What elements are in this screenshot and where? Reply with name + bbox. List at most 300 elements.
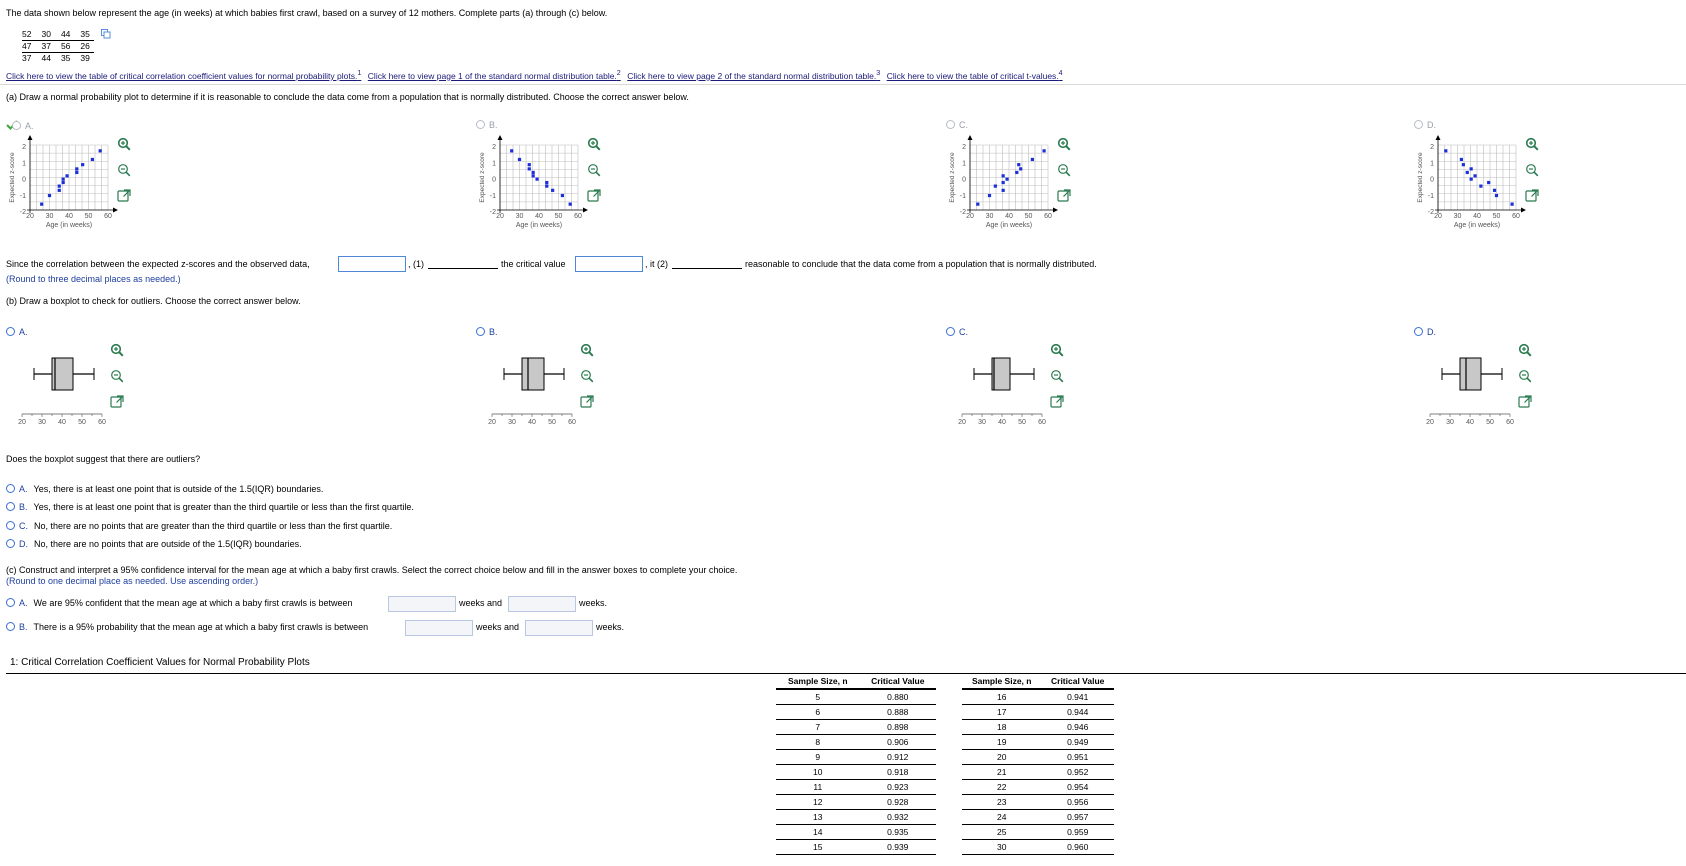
plot-point bbox=[1473, 174, 1476, 177]
plot-point bbox=[1002, 174, 1005, 177]
part-a-b-zoom-out-icon[interactable] bbox=[587, 163, 601, 177]
ci-b-mid-label: weeks and bbox=[476, 622, 520, 632]
boxplot-a bbox=[6, 346, 116, 426]
table-row bbox=[962, 810, 1114, 825]
box-x-tick-label: 60 bbox=[568, 419, 576, 426]
x-tick-label: 30 bbox=[1453, 213, 1462, 220]
part-b-a-zoom-in-icon[interactable] bbox=[110, 343, 124, 357]
critical-value-cell: 0.944 bbox=[1041, 705, 1114, 720]
ci-a-end-label: weeks. bbox=[579, 598, 608, 608]
box-x-tick-label: 60 bbox=[1506, 419, 1514, 426]
part-a-c-zoom-out-icon[interactable] bbox=[1057, 163, 1071, 177]
part-a-radio-d[interactable] bbox=[1414, 120, 1423, 129]
table-row bbox=[776, 825, 936, 840]
critical-value-cell: 0.956 bbox=[1041, 795, 1114, 810]
part-a-question: (a) Draw a normal probability plot to determine if it is reasonable to conclude the data come from a population that is normally distributed. Choose the correct answer below. bbox=[6, 92, 689, 102]
blank-1-label: , (1) bbox=[408, 259, 425, 269]
part-b-option-b[interactable]: B. bbox=[476, 327, 498, 337]
box bbox=[522, 358, 544, 390]
footnote-title: 1: Critical Correlation Coefficient Values for Normal Probability Plots bbox=[10, 657, 310, 668]
plot-point bbox=[1493, 189, 1496, 192]
part-b-radio-d[interactable] bbox=[1414, 327, 1423, 336]
critical-value-cell: 0.880 bbox=[860, 689, 936, 705]
y-tick-label: 0 bbox=[1430, 176, 1434, 184]
plot-point bbox=[58, 185, 61, 188]
part-a-d-zoom-in-icon[interactable] bbox=[1525, 137, 1539, 151]
boxplot-d bbox=[1414, 346, 1524, 426]
part-b-c-open-new-window-icon[interactable] bbox=[1050, 395, 1064, 409]
plot-point bbox=[551, 189, 554, 192]
x-tick-label: 60 bbox=[574, 213, 582, 220]
table-row bbox=[776, 705, 936, 720]
x-axis-label: Age (in weeks) bbox=[45, 222, 93, 229]
sample-size-cell: 5 bbox=[776, 689, 860, 705]
y-tick-label: -2 bbox=[19, 209, 26, 216]
part-a-a-zoom-in-icon[interactable] bbox=[117, 137, 131, 151]
sample-size-cell: 17 bbox=[962, 705, 1041, 720]
x-tick-label: 40 bbox=[1473, 213, 1481, 220]
outlier-radio[interactable] bbox=[6, 539, 15, 548]
plot-point bbox=[1470, 167, 1473, 170]
box-x-tick-label: 20 bbox=[1426, 419, 1434, 426]
x-tick-label: 20 bbox=[496, 213, 504, 220]
part-a-c-zoom-in-icon[interactable] bbox=[1057, 137, 1071, 151]
x-tick-label: 50 bbox=[1492, 213, 1501, 220]
sample-size-cell: 12 bbox=[776, 795, 860, 810]
box-x-tick-label: 40 bbox=[528, 419, 536, 426]
blank-2-label: , it (2) bbox=[645, 259, 669, 269]
box-x-tick-label: 50 bbox=[1486, 419, 1494, 426]
box-x-tick-label: 60 bbox=[98, 419, 106, 426]
data-cell: 37 bbox=[22, 53, 35, 65]
data-cell: 47 bbox=[22, 41, 35, 53]
y-tick-label: 0 bbox=[492, 176, 496, 184]
box-x-tick-label: 30 bbox=[508, 419, 516, 426]
part-a-option-b[interactable]: B. bbox=[476, 120, 498, 130]
boxplot-c bbox=[946, 346, 1056, 426]
part-b-question: (b) Draw a boxplot to check for outliers. Choose the correct answer below. bbox=[6, 296, 301, 306]
boxplot-b bbox=[476, 346, 586, 426]
outlier-option-d[interactable]: D. No, there are no points that are outside of the 1.5(IQR) boundaries. bbox=[6, 539, 302, 549]
critical-table-left bbox=[776, 675, 936, 855]
plot-point bbox=[1031, 158, 1034, 161]
critical-value-cell: 0.939 bbox=[860, 840, 936, 855]
critical-value-cell: 0.954 bbox=[1041, 780, 1114, 795]
part-b-b-open-new-window-icon[interactable] bbox=[580, 395, 594, 409]
sample-size-cell: 8 bbox=[776, 735, 860, 750]
sample-size-cell: 13 bbox=[776, 810, 860, 825]
part-a-sentence-end: reasonable to conclude that the data come from a population that is normally distributed. bbox=[745, 259, 1097, 269]
critical-value-cell: 0.918 bbox=[860, 765, 936, 780]
plot-point bbox=[1487, 181, 1490, 184]
part-b-d-zoom-out-icon[interactable] bbox=[1518, 369, 1532, 383]
plot-point bbox=[1043, 149, 1046, 152]
data-cell: 35 bbox=[55, 53, 74, 65]
critical-value-cell: 0.946 bbox=[1041, 720, 1114, 735]
part-a-option-c[interactable]: C. bbox=[946, 120, 968, 130]
normal-probability-plot-a bbox=[6, 131, 126, 246]
plot-point bbox=[994, 185, 997, 188]
y-tick-label: -1 bbox=[1427, 192, 1434, 200]
x-tick-label: 20 bbox=[1434, 213, 1442, 220]
plot-point bbox=[75, 171, 78, 174]
box bbox=[1460, 358, 1481, 390]
critical-value-cell: 0.959 bbox=[1041, 825, 1114, 840]
part-b-a-zoom-out-icon[interactable] bbox=[110, 369, 124, 383]
normal-probability-plot-c bbox=[946, 131, 1066, 246]
critical-value-cell: 0.898 bbox=[860, 720, 936, 735]
plot-point bbox=[65, 174, 68, 177]
table-row bbox=[776, 780, 936, 795]
part-b-c-zoom-in-icon[interactable] bbox=[1050, 343, 1064, 357]
part-b-radio-b[interactable] bbox=[476, 327, 485, 336]
plot-point bbox=[518, 158, 521, 161]
data-row bbox=[22, 53, 94, 65]
table-row bbox=[962, 720, 1114, 735]
sample-size-cell: 16 bbox=[962, 689, 1041, 705]
x-tick-label: 20 bbox=[966, 213, 974, 220]
y-tick-label: -2 bbox=[1427, 209, 1434, 216]
data-cell: 44 bbox=[60, 29, 71, 39]
plot-point bbox=[99, 149, 102, 152]
plot-point bbox=[1017, 163, 1020, 166]
data-table bbox=[22, 29, 94, 64]
plot-point bbox=[528, 167, 531, 170]
critical-value-cell: 0.935 bbox=[860, 825, 936, 840]
plot-point bbox=[1511, 203, 1514, 206]
plot-point bbox=[976, 203, 979, 206]
y-tick-label: 2 bbox=[962, 144, 966, 151]
data-cell: 44 bbox=[35, 53, 54, 65]
table-row bbox=[962, 825, 1114, 840]
critical-value-cell: 0.952 bbox=[1041, 765, 1114, 780]
plot-point bbox=[532, 174, 535, 177]
part-b-d-zoom-in-icon[interactable] bbox=[1518, 343, 1532, 357]
y-tick-label: 1 bbox=[1430, 160, 1434, 168]
link-critical-correlation[interactable]: Click here to view the table of critical correlation coefficient values for normal probability plots.$^1$ bbox=[6, 69, 362, 81]
table-row bbox=[776, 750, 936, 765]
y-axis-label: Expected z-score bbox=[949, 152, 956, 203]
ci-b-end-label: weeks. bbox=[596, 622, 625, 632]
box-x-tick-label: 30 bbox=[978, 419, 986, 426]
table-row bbox=[776, 735, 936, 750]
part-c-round-note: (Round to one decimal place as needed. Use ascending order.) bbox=[6, 576, 259, 586]
outlier-option-a[interactable]: A. Yes, there is at least one point that is outside of the 1.5(IQR) boundaries. bbox=[6, 484, 323, 494]
y-axis-label: Expected z-score bbox=[9, 152, 16, 203]
critical-value-cell: 0.932 bbox=[860, 810, 936, 825]
critical-value-cell: 0.949 bbox=[1041, 735, 1114, 750]
part-b-b-zoom-in-icon[interactable] bbox=[580, 343, 594, 357]
part-b-option-a[interactable]: A. bbox=[6, 327, 28, 337]
box-x-tick-label: 30 bbox=[1446, 419, 1454, 426]
sample-size-cell: 25 bbox=[962, 825, 1041, 840]
link-critical-t-values[interactable]: Click here to view the table of critical t-values.$^4$ bbox=[886, 69, 1063, 81]
plot-point bbox=[535, 178, 538, 181]
table-row bbox=[776, 765, 936, 780]
part-b-option-d[interactable]: D. bbox=[1414, 327, 1436, 337]
table-row bbox=[776, 810, 936, 825]
ci-option-a-radio[interactable] bbox=[6, 598, 15, 607]
critical-value-cell: 0.923 bbox=[860, 780, 936, 795]
data-cell: 30 bbox=[41, 29, 51, 39]
y-tick-label: -1 bbox=[959, 192, 966, 200]
header-critical-value: Critical Value bbox=[1041, 675, 1114, 689]
plot-point bbox=[91, 158, 94, 161]
sample-size-cell: 30 bbox=[962, 840, 1041, 855]
x-tick-label: 40 bbox=[65, 213, 73, 220]
plot-point bbox=[545, 181, 548, 184]
box-x-tick-label: 50 bbox=[78, 419, 86, 426]
link-normal-table-page2[interactable]: Click here to view page 2 of the standard normal distribution table.$^3$ bbox=[627, 69, 881, 81]
table-row bbox=[962, 705, 1114, 720]
data-cell: 39 bbox=[74, 53, 93, 65]
critical-value-cell: 0.888 bbox=[860, 705, 936, 720]
critical-value-input[interactable] bbox=[575, 256, 643, 272]
plot-point bbox=[988, 194, 991, 197]
part-a-d-open-new-window-icon[interactable] bbox=[1525, 189, 1539, 203]
ci-b-upper-input[interactable] bbox=[525, 620, 593, 636]
part-b-c-zoom-out-icon[interactable] bbox=[1050, 369, 1064, 383]
part-a-a-open-new-window-icon[interactable] bbox=[117, 189, 131, 203]
sample-size-cell: 22 bbox=[962, 780, 1041, 795]
table-row bbox=[962, 735, 1114, 750]
outlier-option-b[interactable]: B. Yes, there is at least one point that is greater than the third quartile or less than the first quartile. bbox=[6, 502, 414, 512]
part-a-round-note: (Round to three decimal places as needed.) bbox=[6, 274, 181, 284]
table-row bbox=[776, 840, 936, 855]
x-tick-label: 60 bbox=[1512, 213, 1520, 220]
plot-point bbox=[1444, 149, 1447, 152]
normal-probability-plot-b bbox=[476, 131, 596, 246]
sample-size-cell: 23 bbox=[962, 795, 1041, 810]
y-axis-label: Expected z-score bbox=[1417, 152, 1424, 203]
data-cell: 37 bbox=[35, 41, 54, 53]
sample-size-cell: 6 bbox=[776, 705, 860, 720]
part-a-radio-c[interactable] bbox=[946, 120, 955, 129]
sample-size-cell: 10 bbox=[776, 765, 860, 780]
y-tick-label: 0 bbox=[22, 176, 26, 184]
outlier-radio[interactable] bbox=[6, 502, 15, 511]
y-tick-label: 2 bbox=[22, 144, 26, 151]
box-x-tick-label: 20 bbox=[488, 419, 496, 426]
plot-point bbox=[1460, 158, 1463, 161]
table-row bbox=[962, 689, 1114, 705]
x-tick-label: 40 bbox=[535, 213, 543, 220]
plot-point bbox=[528, 163, 531, 166]
critical-value-cell: 0.912 bbox=[860, 750, 936, 765]
box-x-tick-label: 20 bbox=[958, 419, 966, 426]
y-tick-label: -1 bbox=[19, 192, 26, 200]
x-tick-label: 40 bbox=[1005, 213, 1013, 220]
part-a-a-zoom-out-icon[interactable] bbox=[117, 163, 131, 177]
part-a-d-zoom-out-icon[interactable] bbox=[1525, 163, 1539, 177]
plot-point bbox=[1470, 178, 1473, 181]
plot-point bbox=[62, 178, 65, 181]
critical-table-right bbox=[962, 675, 1114, 855]
x-tick-label: 50 bbox=[84, 213, 93, 220]
sample-size-cell: 24 bbox=[962, 810, 1041, 825]
outlier-option-c[interactable]: C. No, there are no points that are greater than the third quartile or less than the first quartile. bbox=[6, 521, 392, 531]
y-tick-label: -2 bbox=[959, 209, 966, 216]
plot-point bbox=[1495, 194, 1498, 197]
part-a-radio-a[interactable] bbox=[12, 121, 21, 130]
plot-point bbox=[569, 203, 572, 206]
y-axis-label: Expected z-score bbox=[479, 152, 486, 203]
data-row bbox=[22, 41, 94, 53]
x-axis-label: Age (in weeks) bbox=[515, 222, 563, 229]
box-x-tick-label: 50 bbox=[548, 419, 556, 426]
critical-value-cell: 0.960 bbox=[1041, 840, 1114, 855]
table-row bbox=[776, 689, 936, 705]
ci-option-a[interactable]: A. We are 95% confident that the mean age at which a baby first crawls is between bbox=[6, 598, 353, 608]
critical-value-cell: 0.951 bbox=[1041, 750, 1114, 765]
x-tick-label: 30 bbox=[515, 213, 524, 220]
outlier-radio[interactable] bbox=[6, 521, 15, 530]
box-x-tick-label: 50 bbox=[1018, 419, 1026, 426]
plot-point bbox=[58, 189, 61, 192]
plot-point bbox=[1002, 181, 1005, 184]
plot-point bbox=[1019, 167, 1022, 170]
box-x-tick-label: 30 bbox=[38, 419, 46, 426]
sample-size-cell: 19 bbox=[962, 735, 1041, 750]
y-tick-label: 2 bbox=[1430, 144, 1434, 151]
part-a-radio-b[interactable] bbox=[476, 120, 485, 129]
header-critical-value: Critical Value bbox=[860, 675, 936, 689]
ci-a-mid-label: weeks and bbox=[459, 598, 503, 608]
x-tick-label: 50 bbox=[1024, 213, 1033, 220]
part-a-option-d[interactable]: D. bbox=[1414, 120, 1436, 130]
header-sample-size: Sample Size, n bbox=[962, 675, 1041, 689]
plot-point bbox=[1479, 185, 1482, 188]
ci-option-b-radio[interactable] bbox=[6, 622, 15, 631]
sample-size-cell: 18 bbox=[962, 720, 1041, 735]
y-tick-label: 1 bbox=[492, 160, 496, 168]
box-x-tick-label: 40 bbox=[58, 419, 66, 426]
box-x-tick-label: 60 bbox=[1038, 419, 1046, 426]
y-tick-label: -2 bbox=[489, 209, 496, 216]
correlation-input[interactable] bbox=[338, 256, 406, 272]
part-a-b-open-new-window-icon[interactable] bbox=[587, 189, 601, 203]
normal-probability-plot-d bbox=[1414, 131, 1534, 246]
plot-point bbox=[1015, 171, 1018, 174]
part-c-question: (c) Construct and interpret a 95% confidence interval for the mean age at which a baby first crawls. Select the correct choice below and fill in the answer boxes to complete your choice. bbox=[6, 565, 738, 575]
data-cell: 56 bbox=[55, 41, 74, 53]
table-row bbox=[776, 795, 936, 810]
plot-point bbox=[1466, 171, 1469, 174]
footnote-divider bbox=[6, 673, 1686, 674]
y-tick-label: 1 bbox=[962, 160, 966, 168]
critical-value-cell: 0.941 bbox=[1041, 689, 1114, 705]
table-row bbox=[962, 780, 1114, 795]
x-tick-label: 20 bbox=[26, 213, 34, 220]
sample-size-cell: 15 bbox=[776, 840, 860, 855]
sample-size-cell: 20 bbox=[962, 750, 1041, 765]
x-tick-label: 60 bbox=[1044, 213, 1052, 220]
link-normal-table-page1[interactable]: Click here to view page 1 of the standard normal distribution table.$^2$ bbox=[367, 69, 621, 81]
divider bbox=[0, 84, 1686, 85]
reference-links bbox=[6, 69, 1063, 81]
part-a-sentence-start: Since the correlation between the expected z-scores and the observed data, bbox=[6, 259, 310, 269]
y-tick-label: -1 bbox=[489, 192, 496, 200]
part-a-b-zoom-in-icon[interactable] bbox=[587, 137, 601, 151]
table-row bbox=[962, 750, 1114, 765]
sample-size-cell: 14 bbox=[776, 825, 860, 840]
x-tick-label: 60 bbox=[104, 213, 112, 220]
outlier-radio[interactable] bbox=[6, 484, 15, 493]
x-axis-label: Age (in weeks) bbox=[985, 222, 1033, 229]
table-row bbox=[962, 840, 1114, 855]
x-tick-label: 30 bbox=[985, 213, 994, 220]
plot-point bbox=[62, 181, 65, 184]
sample-size-cell: 11 bbox=[776, 780, 860, 795]
plot-point bbox=[48, 194, 51, 197]
box-x-tick-label: 20 bbox=[18, 419, 26, 426]
table-row bbox=[962, 795, 1114, 810]
dropdown-1[interactable] bbox=[428, 268, 498, 269]
critical-value-label: the critical value bbox=[501, 259, 566, 269]
box-x-tick-label: 40 bbox=[1466, 419, 1474, 426]
ci-a-lower-input[interactable] bbox=[388, 596, 456, 612]
plot-point bbox=[532, 171, 535, 174]
y-tick-label: 1 bbox=[22, 160, 26, 168]
copy-data-icon[interactable] bbox=[101, 29, 111, 39]
part-b-b-zoom-out-icon[interactable] bbox=[580, 369, 594, 383]
ci-option-b[interactable]: B. There is a 95% probability that the mean age at which a baby first crawls is between bbox=[6, 622, 368, 632]
data-cell: 52 bbox=[22, 29, 32, 39]
x-tick-label: 30 bbox=[45, 213, 54, 220]
plot-point bbox=[561, 194, 564, 197]
critical-value-cell: 0.906 bbox=[860, 735, 936, 750]
critical-value-cell: 0.928 bbox=[860, 795, 936, 810]
ci-b-lower-input[interactable] bbox=[405, 620, 473, 636]
critical-value-cell: 0.957 bbox=[1041, 810, 1114, 825]
box-x-tick-label: 40 bbox=[998, 419, 1006, 426]
part-b-radio-a[interactable] bbox=[6, 327, 15, 336]
part-a-c-open-new-window-icon[interactable] bbox=[1057, 189, 1071, 203]
sample-size-cell: 21 bbox=[962, 765, 1041, 780]
dropdown-2[interactable] bbox=[672, 268, 742, 269]
table-row bbox=[962, 765, 1114, 780]
ci-a-upper-input[interactable] bbox=[508, 596, 576, 612]
x-axis-label: Age (in weeks) bbox=[1453, 222, 1501, 229]
sample-size-cell: 7 bbox=[776, 720, 860, 735]
table-row bbox=[776, 720, 936, 735]
plot-point bbox=[81, 163, 84, 166]
outlier-question: Does the boxplot suggest that there are outliers? bbox=[6, 454, 201, 464]
part-b-d-open-new-window-icon[interactable] bbox=[1518, 395, 1532, 409]
part-b-option-c[interactable]: C. bbox=[946, 327, 968, 337]
part-b-a-open-new-window-icon[interactable] bbox=[110, 395, 124, 409]
y-tick-label: 0 bbox=[962, 176, 966, 184]
part-b-radio-c[interactable] bbox=[946, 327, 955, 336]
plot-point bbox=[1002, 189, 1005, 192]
y-tick-label: 2 bbox=[492, 144, 496, 151]
data-cell: 35 bbox=[80, 29, 90, 39]
header-sample-size: Sample Size, n bbox=[776, 675, 860, 689]
box bbox=[992, 358, 1010, 390]
data-cell: 26 bbox=[74, 41, 93, 53]
plot-point bbox=[510, 149, 513, 152]
plot-point bbox=[75, 167, 78, 170]
plot-point bbox=[1462, 163, 1465, 166]
problem-statement: The data shown below represent the age (in weeks) at which babies first crawl, based on a survey of 12 mothers. Complete parts (a) through (c) below. bbox=[6, 8, 608, 18]
x-tick-label: 50 bbox=[554, 213, 563, 220]
plot-point bbox=[1005, 178, 1008, 181]
sample-size-cell: 9 bbox=[776, 750, 860, 765]
plot-point bbox=[40, 203, 43, 206]
plot-point bbox=[545, 185, 548, 188]
data-row bbox=[22, 29, 94, 41]
part-a-option-a[interactable]: A. bbox=[6, 120, 34, 131]
